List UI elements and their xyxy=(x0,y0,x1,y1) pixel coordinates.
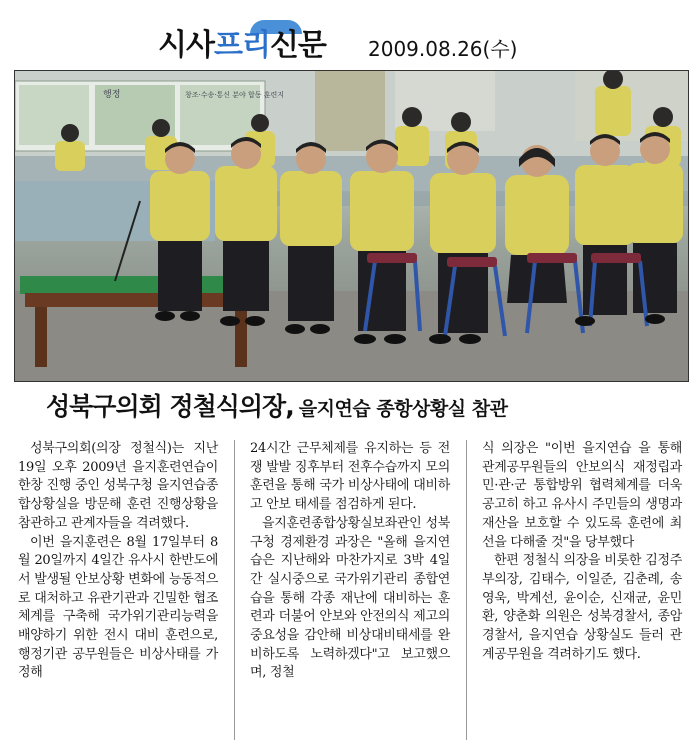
masthead-title-part1: 시사 xyxy=(158,28,214,63)
news-photo xyxy=(14,70,689,382)
column-divider xyxy=(466,440,467,740)
masthead-title xyxy=(158,28,326,64)
article-paragraph: 을지훈련종합상황실보좌관인 성북구청 경제환경 과장은 "올해 을지연습은 지난해와 마찬가지로 3박 4일간 실시중으로 국가위기관리 종합연습을 통해 각종 재난에 대비하는 훈련과 더불어 안보와 안전의식 제고의 중요성을 감안해 비상대비태세를 완비하도록 노력하겠다"고 보고했으며, 정철 xyxy=(250,515,450,681)
article-column-3 xyxy=(482,440,682,664)
masthead-title-part3: 신문 xyxy=(269,28,326,63)
article-paragraph: 24시간 근무체제를 유지하는 등 전쟁 발발 징후부터 전후수습까지 모의훈련을 통해 국가 비상사태에 대비하고 안보 태세를 점검하게 된다. xyxy=(250,441,450,513)
article-column-2 xyxy=(250,440,450,683)
headline xyxy=(46,390,507,427)
column-divider xyxy=(234,440,235,740)
masthead-date: 2009.08.26(수) xyxy=(368,37,518,61)
article-column-1 xyxy=(18,440,218,683)
headline-main: 성북구의회 정철식의장, xyxy=(46,392,294,421)
board-label-2: 창조·수송·통신 분야 합동 훈련지 xyxy=(185,91,285,99)
article-paragraph: 이번 을지훈련은 8월 17일부터 8월 20일까지 4일간 유사시 한반도에서 발생될 안보상황 변화에 능동적으로 대처하고 유관기관과 긴밀한 협조체계를 구축해 국가위기관리능력을 배양하기 위한 전시 대비 훈련으로, 행정기관 공무원들은 비상사태를 가정해 xyxy=(18,534,218,681)
article-paragraph: 성북구의회(의장 정철식)는 지난 19일 오후 2009년 을지훈련연습이 한창 진행 중인 성북구청 을지연습종합상황실을 방문해 훈련 진행상황을 참관하고 관계자들을 격려했다. xyxy=(18,441,218,531)
article-paragraph: 식 의장은 "이번 을지연습 을 통해 관계공무원들의 안보의식 재정립과 민·관·군 통합방위 협력체계를 더욱 공고히 하고 유사시 주민들의 생명과 재산을 보호할 수 있도록 훈련에 최선을 다해줄 것"을 당부했다 xyxy=(482,441,682,550)
board-label-1: 행정 xyxy=(103,90,121,100)
article-paragraph: 한편 정철식 의장을 비롯한 김정주부의장, 김태수, 이일준, 김춘례, 송영욱, 박계선, 윤이순, 신재균, 윤민환, 양춘화 의원은 성북경찰서, 종암경찰서, 을지연습 상황실도 들러 관계공무원을 격려하기도 했다. xyxy=(482,553,682,662)
masthead-title-part2: 프리 xyxy=(213,28,270,63)
headline-sub: 을지연습 종항상황실 참관 xyxy=(298,398,508,420)
masthead xyxy=(158,14,548,64)
news-photo-illustration xyxy=(15,71,688,381)
